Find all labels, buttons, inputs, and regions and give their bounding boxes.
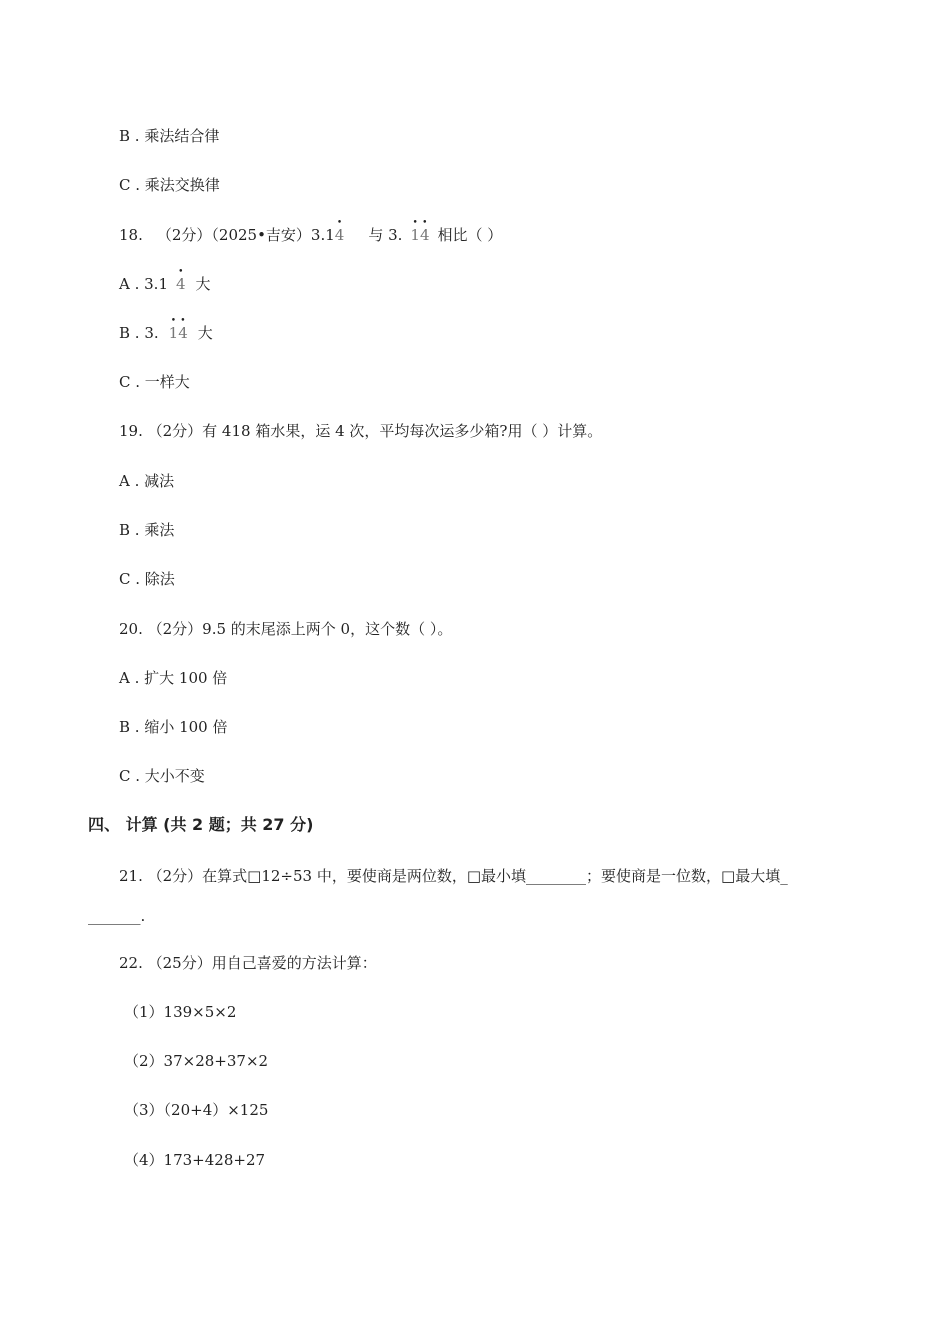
q18-option-b: B . 3. • 1 • 4 大 <box>119 316 213 342</box>
repeat-dot-icon: • <box>336 218 343 228</box>
q18-optB-repeating-digit-2: • 4 <box>178 316 188 342</box>
q22-part-1: （1）139×5×2 <box>124 1003 237 1021</box>
q18-option-c: C . 一样大 <box>119 373 190 391</box>
question-18 <box>119 218 503 245</box>
q19-option-c: C . 除法 <box>119 570 175 588</box>
q19-option-a: A . 减法 <box>119 472 175 490</box>
q20-option-a: A . 扩大 100 倍 <box>119 669 228 687</box>
repeat-dot-icon: • <box>170 316 177 326</box>
repeat-dot-icon: • <box>422 218 428 228</box>
q18-meta: （2分）（2025•吉安）3.1 <box>156 226 335 244</box>
repeat-dot-icon: • <box>180 316 186 326</box>
q22-part-3: （3）（20+4）×125 <box>124 1101 269 1119</box>
q18-optB-repeating-digit-1: • 1 <box>168 316 179 342</box>
q18-tail: 相比（ ） <box>437 226 503 244</box>
q18-repeating-digit-1: • 4 <box>334 218 345 244</box>
repeat-dot-icon: • <box>412 218 418 228</box>
repeat-dot-icon: • <box>178 267 184 277</box>
question-19: 19. （2分）有 418 箱水果，运 4 次，平均每次运多少箱?用（ ）计算。 <box>119 422 603 440</box>
q20-option-b: B . 缩小 100 倍 <box>119 718 228 736</box>
section-4-heading: 四、 计算 (共 2 题；共 27 分) <box>88 815 314 834</box>
q18-mid: 与 3. <box>368 226 403 244</box>
question-21-line-1: 21. （2分）在算式□12÷53 中，要使商是两位数，□最小填________；要使商是一位数，□最大填_ <box>119 867 788 885</box>
q22-part-2: （2）37×28+37×2 <box>124 1052 269 1070</box>
question-21-line-2: _______. <box>88 907 146 925</box>
q18-option-a: A . 3.1 • 4 大 <box>119 267 211 293</box>
question-20: 20. （2分）9.5 的末尾添上两个 0，这个数（ ）。 <box>119 620 453 638</box>
q18-number: 18. <box>119 226 143 244</box>
q18-repeating-digit-2a: • 1 <box>410 218 420 244</box>
q18-optA-repeating-digit: • 4 <box>176 267 186 293</box>
q17-option-c: C . 乘法交换律 <box>119 176 220 194</box>
q18-repeating-digit-2b: • 4 <box>419 218 430 244</box>
question-22: 22. （25分）用自己喜爱的方法计算： <box>119 954 377 972</box>
q17-option-b: B . 乘法结合律 <box>119 127 220 145</box>
q20-option-c: C . 大小不变 <box>119 767 205 785</box>
q19-option-b: B . 乘法 <box>119 521 175 539</box>
q22-part-4: （4）173+428+27 <box>124 1151 266 1169</box>
